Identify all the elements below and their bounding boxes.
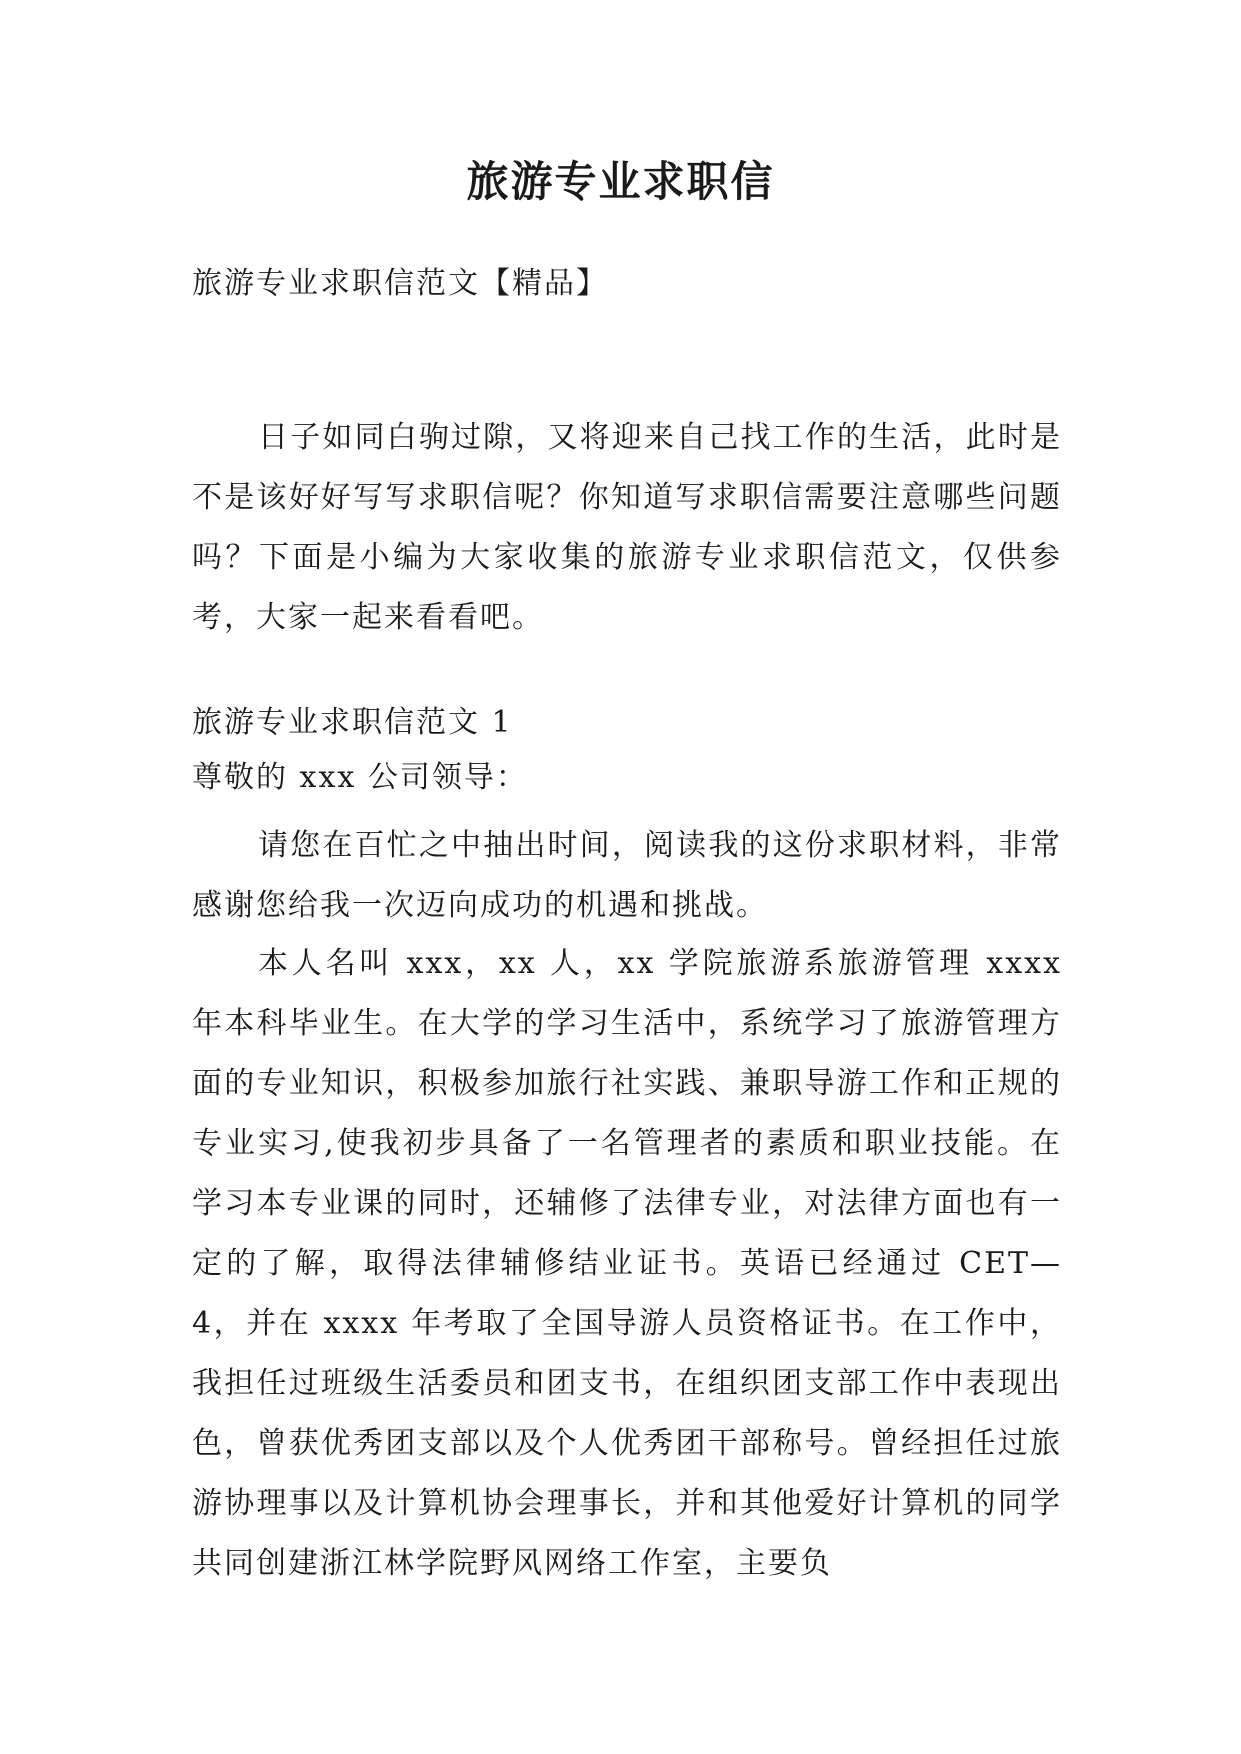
sample-heading: 旅游专业求职信范文 1 [192, 705, 513, 740]
letter-paragraph: 本人名叫 xxx，xx 人，xx 学院旅游系旅游管理 xxxx 年本科毕业生。在大学的学习生活中，系统学习了旅游管理方面的专业知识，积极参加旅行社实践、兼职导游工作和正规的专业实习,使我初步具备了一名管理者的素质和职业技能。在学习本专业课的同时，还辅修了法律专业，对法律方面也有一定的了解，取得法律辅修结业证书。英语已经通过 CET—4，并在 xxxx 年考取了全国导游人员资格证书。在工作中，我担任过班级生活委员和团支书，在组织团支部工作中表现出色，曾获优秀团支部以及个人优秀团干部称号。曾经担任过旅游协理事以及计算机协会理事长，并和其他爱好计算机的同学共同创建浙江林学院野风网络工作室，主要负 [192, 946, 1062, 1581]
document-title: 旅游专业求职信 [466, 157, 775, 206]
intro-paragraph: 日子如同白驹过隙，又将迎来自己找工作的生活，此时是不是该好好写写求职信呢？你知道写求职信需要注意哪些问题吗？下面是小编为大家收集的旅游专业求职信范文，仅供参考，大家一起来看看吧。 [192, 420, 1062, 635]
document-subtitle: 旅游专业求职信范文【精品】 [192, 266, 608, 301]
letter-paragraph: 请您在百忙之中抽出时间，阅读我的这份求职材料，非常感谢您给我一次迈向成功的机遇和挑战。 [192, 828, 1062, 923]
letter-salutation: 尊敬的 xxx 公司领导： [192, 760, 528, 795]
